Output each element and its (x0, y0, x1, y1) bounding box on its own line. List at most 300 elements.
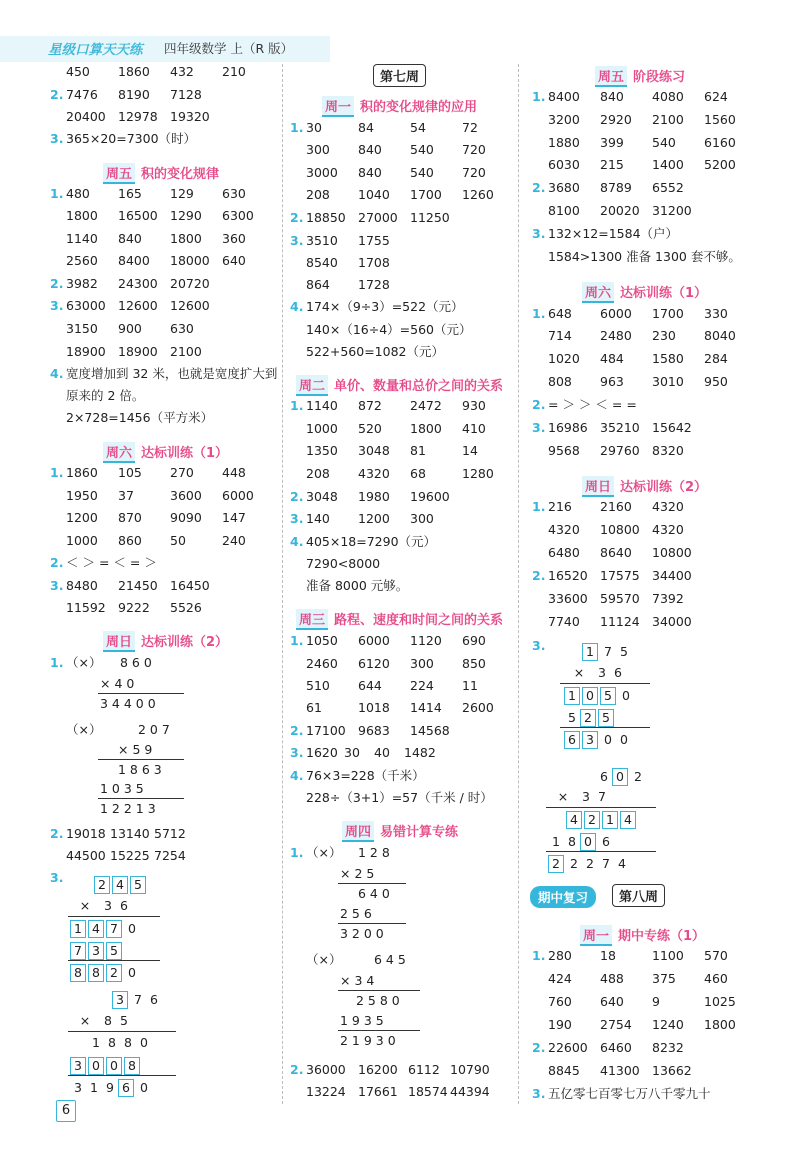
vertical-calc-row: × 3 4 (340, 973, 375, 988)
answer-cell: 6552 (652, 180, 684, 195)
boxed-digit: 4 (566, 811, 582, 829)
answer-cell: 8789 (600, 180, 632, 195)
digit: 1 (92, 1035, 100, 1050)
answer-cell: 8100 (548, 203, 580, 218)
answer-cell: 21450 (118, 578, 158, 593)
item-number: 1. (290, 633, 304, 648)
answer-row (548, 1063, 778, 1079)
boxed-calc-row (548, 833, 614, 851)
answer-row (66, 298, 296, 314)
answer-cell: 1100 (652, 948, 684, 963)
answer-cell: 18850 (306, 210, 346, 225)
section-heading-sun (103, 631, 228, 652)
calc-rule (68, 916, 160, 917)
answer-cell: 15225 (110, 848, 150, 863)
answer-cell: 5200 (704, 157, 736, 172)
answer-cell: 19600 (410, 489, 450, 504)
answer-row (548, 568, 778, 584)
item-number: 1. (532, 948, 546, 963)
answer-cell: 1880 (548, 135, 580, 150)
answer-line: 7290<8000 (306, 556, 381, 571)
answer-cell: 40 (374, 745, 390, 760)
answer-row (548, 614, 778, 630)
calc-rule (338, 990, 420, 991)
answer-cell: 2100 (170, 344, 202, 359)
boxed-digit: 6 (564, 731, 580, 749)
answer-row (66, 231, 296, 247)
digit: 6 (120, 898, 128, 913)
item-number: 2. (290, 723, 304, 738)
answer-cell: 1560 (704, 112, 736, 127)
item-number: 2. (290, 489, 304, 504)
answer-cell: 1000 (306, 421, 338, 436)
answer-cell: 448 (222, 465, 246, 480)
item-number: 3. (50, 131, 64, 146)
answer-cell: 147 (222, 510, 246, 525)
page-number: 6 (56, 1100, 76, 1122)
boxed-digit: 6 (118, 1079, 134, 1097)
boxed-digit: 2 (106, 964, 122, 982)
boxed-calc-row (548, 855, 630, 873)
section-heading-tue (296, 375, 503, 396)
item-number: 1. (290, 845, 304, 860)
calc-rule (560, 727, 650, 728)
digit: 7 (602, 856, 610, 871)
boxed-digit: 1 (70, 920, 86, 938)
answer-cell: 208 (306, 187, 330, 202)
calc-rule (560, 683, 650, 684)
answer-row (306, 255, 536, 271)
answer-cell: 2754 (600, 1017, 632, 1032)
item-number: 2. (50, 555, 64, 570)
item-number: 3. (532, 638, 546, 653)
answer-row (548, 994, 778, 1010)
section-title: 积的变化规律的应用 (360, 100, 478, 115)
digit: 8 (568, 834, 576, 849)
answer-cell: 6000 (222, 488, 254, 503)
answer-cell: 2460 (306, 656, 338, 671)
answer-cell: 630 (170, 321, 194, 336)
boxed-calc-row (70, 1057, 142, 1075)
answer-cell: 432 (170, 64, 194, 79)
answer-cell: 1800 (410, 421, 442, 436)
boxed-digit: 4 (88, 920, 104, 938)
answer-cell: 1860 (118, 64, 150, 79)
calc-rule (68, 1075, 176, 1076)
answer-cell: 54 (410, 120, 426, 135)
answer-cell: 15642 (652, 420, 692, 435)
answer-row (306, 745, 536, 761)
answer-cell: 1040 (358, 187, 390, 202)
answer-line: 365×20=7300（时） (66, 131, 197, 146)
calc-rule (546, 807, 656, 808)
answer-cell: 2560 (66, 253, 98, 268)
answer-cell: 17100 (306, 723, 346, 738)
vertical-calc-row: 2 5 6 (340, 906, 372, 921)
boxed-calc-row (548, 789, 610, 805)
answer-cell: 16450 (170, 578, 210, 593)
answer-cell: 3200 (548, 112, 580, 127)
answer-cell: 16200 (358, 1062, 398, 1077)
answer-line: 宽度增加到 32 米，也就是宽度扩大到 (66, 366, 278, 381)
answer-cell: 18000 (170, 253, 210, 268)
boxed-digit: 3 (582, 731, 598, 749)
answer-row (548, 545, 778, 561)
answer-cell: 808 (548, 374, 572, 389)
day-label: 周六 (582, 282, 614, 303)
answer-cell: 129 (170, 186, 194, 201)
answer-cell: 6300 (222, 208, 254, 223)
answer-cell: 44394 (450, 1084, 490, 1099)
item-number: 4. (290, 299, 304, 314)
answer-cell: 300 (410, 656, 434, 671)
answer-cell: 7476 (66, 87, 98, 102)
answer-cell: 18574 (408, 1084, 448, 1099)
answer-cell: 6112 (408, 1062, 440, 1077)
vertical-calc-row: 2 0 7 (138, 722, 170, 737)
answer-cell: 480 (66, 186, 90, 201)
digit: 3 (74, 1080, 82, 1095)
answer-cell: 22600 (548, 1040, 588, 1055)
answer-row (66, 510, 296, 526)
answer-cell: 540 (410, 142, 434, 157)
answer-cell: 18900 (118, 344, 158, 359)
answer-cell: 9568 (548, 443, 580, 458)
boxed-calc-row (70, 920, 140, 938)
answer-cell: 30 (344, 745, 360, 760)
answer-cell: 6120 (358, 656, 390, 671)
answer-cell: 17575 (600, 568, 640, 583)
answer-row (548, 948, 778, 964)
answer-cell: 840 (118, 231, 142, 246)
answer-cell: 216 (548, 499, 572, 514)
calc-rule (546, 851, 656, 852)
answer-cell: 215 (600, 157, 624, 172)
answer-cell: 2100 (652, 112, 684, 127)
calc-rule (98, 759, 184, 760)
answer-cell: 330 (704, 306, 728, 321)
boxed-digit: 0 (106, 1057, 122, 1075)
boxed-digit: 3 (70, 1057, 86, 1075)
answer-cell: 4320 (358, 466, 390, 481)
section-title: 阶段练习 (633, 70, 686, 85)
day-label: 周一 (322, 96, 354, 117)
item-number: 3. (50, 870, 64, 885)
answer-cell: 18900 (66, 344, 106, 359)
answer-cell: 484 (600, 351, 624, 366)
boxed-digit: 8 (124, 1057, 140, 1075)
answer-cell: 720 (462, 142, 486, 157)
item-number: 1. (532, 89, 546, 104)
boxed-digit: 3 (88, 942, 104, 960)
boxed-calc-row (70, 1079, 152, 1097)
answer-line: 405×18=7290（元） (306, 534, 437, 549)
item-number: 3. (532, 226, 546, 241)
boxed-digit: 8 (70, 964, 86, 982)
digit: 5 (120, 1013, 128, 1028)
answer-cell: 7128 (170, 87, 202, 102)
answer-row (66, 826, 296, 842)
vertical-calc-row: 3 2 0 0 (340, 926, 384, 941)
answer-cell: 59570 (600, 591, 640, 606)
digit: 6 (602, 834, 610, 849)
answer-cell: 30 (306, 120, 322, 135)
digit: 8 (108, 1035, 116, 1050)
answer-cell: 720 (462, 165, 486, 180)
answer-row (66, 344, 296, 360)
answer-cell: 29760 (600, 443, 640, 458)
boxed-digit: 2 (94, 876, 110, 894)
answer-row (306, 233, 536, 249)
item-number: 3. (290, 511, 304, 526)
answer-cell: 11 (462, 678, 478, 693)
answer-cell: 1290 (170, 208, 202, 223)
answer-row (306, 165, 536, 181)
answer-cell: 870 (118, 510, 142, 525)
answer-line: 140×（16÷4）=560（元） (306, 322, 472, 337)
answer-cell: 84 (358, 120, 374, 135)
digit: 2 (570, 856, 578, 871)
answer-cell: 872 (358, 398, 382, 413)
times-sign: × (79, 898, 91, 913)
times-sign: × (79, 1013, 91, 1028)
digit: 8 (104, 1013, 112, 1028)
answer-cell: 1200 (66, 510, 98, 525)
answer-row (306, 142, 536, 158)
boxed-digit: 1 (582, 643, 598, 661)
vertical-calc-row: 2 5 8 0 (356, 993, 400, 1008)
answer-cell: 14568 (410, 723, 450, 738)
digit: 1 (552, 834, 560, 849)
item-number: 4. (290, 534, 304, 549)
digit: 0 (620, 732, 628, 747)
boxed-digit: 5 (600, 687, 616, 705)
answer-cell: 63000 (66, 298, 106, 313)
answer-cell: 6480 (548, 545, 580, 560)
section-heading-sun (582, 476, 707, 497)
answer-cell: 9683 (358, 723, 390, 738)
answer-cell: 61 (306, 700, 322, 715)
times-sign: × (573, 665, 585, 680)
calc-rule (98, 693, 184, 694)
answer-cell: 1620 (306, 745, 338, 760)
answer-cell: 648 (548, 306, 572, 321)
answer-row (66, 488, 296, 504)
day-label: 周五 (595, 66, 627, 87)
answer-cell: 1400 (652, 157, 684, 172)
answer-cell: 34000 (652, 614, 692, 629)
answer-row (548, 499, 778, 515)
brand-title: 星级口算天天练 (48, 42, 143, 58)
answer-cell: 6460 (600, 1040, 632, 1055)
answer-cell: 930 (462, 398, 486, 413)
answer-row (306, 1084, 536, 1100)
judgement-mark: （×） (66, 655, 102, 670)
times-sign: × (557, 789, 569, 804)
answer-row (548, 1040, 778, 1056)
answer-cell: 16500 (118, 208, 158, 223)
answer-cell: 1020 (548, 351, 580, 366)
calc-rule (68, 960, 160, 961)
answer-cell: 3680 (548, 180, 580, 195)
answer-cell: 375 (652, 971, 676, 986)
answer-row (548, 180, 778, 196)
digit: 7 (604, 644, 612, 659)
answer-row (548, 420, 778, 436)
boxed-calc-row (596, 768, 646, 786)
boxed-calc-row (112, 991, 162, 1009)
answer-cell: 19018 (66, 826, 106, 841)
answer-cell: 81 (410, 443, 426, 458)
answer-row (306, 489, 536, 505)
answer-row (66, 208, 296, 224)
answer-cell: 190 (548, 1017, 572, 1032)
answer-cell: 68 (410, 466, 426, 481)
section-title: 期中专练（1） (618, 929, 706, 944)
boxed-digit: 1 (602, 811, 618, 829)
answer-row (548, 374, 778, 390)
section-title: 易错计算专练 (380, 825, 459, 840)
answer-cell: 1980 (358, 489, 390, 504)
answer-cell: 1414 (410, 700, 442, 715)
item-number: 2. (290, 210, 304, 225)
item-number: 3. (50, 298, 64, 313)
answer-row (66, 276, 296, 292)
item-number: 1. (290, 120, 304, 135)
answer-cell: 840 (600, 89, 624, 104)
answer-cell: 760 (548, 994, 572, 1009)
answer-row (548, 522, 778, 538)
item-number: 3. (532, 1086, 546, 1101)
digit: 0 (622, 688, 630, 703)
answer-cell: 640 (222, 253, 246, 268)
answer-row (66, 109, 296, 125)
item-number: 4. (50, 366, 64, 381)
section-heading-thu (342, 821, 458, 842)
answer-cell: 140 (306, 511, 330, 526)
boxed-digit: 5 (106, 942, 122, 960)
item-number: 2. (290, 1062, 304, 1077)
answer-cell: 34400 (652, 568, 692, 583)
answer-row (548, 971, 778, 987)
answer-cell: 1755 (358, 233, 390, 248)
item-number: 1. (290, 398, 304, 413)
answer-row (66, 87, 296, 103)
answer-cell: 1120 (410, 633, 442, 648)
boxed-digit: 0 (580, 833, 596, 851)
answer-cell: 280 (548, 948, 572, 963)
digit: 3 (104, 898, 112, 913)
answer-cell: 424 (548, 971, 572, 986)
answer-cell: 3600 (170, 488, 202, 503)
vertical-calc-row: 1 0 3 5 (100, 781, 144, 796)
answer-cell: 6160 (704, 135, 736, 150)
answer-cell: 7254 (154, 848, 186, 863)
boxed-digit: 3 (112, 991, 128, 1009)
answer-line: ＜ ＞ = ＜ = ＞ (66, 555, 157, 570)
boxed-digit: 0 (612, 768, 628, 786)
section-title: 达标训练（1） (620, 286, 708, 301)
digit: 8 (124, 1035, 132, 1050)
answer-cell: 105 (118, 465, 142, 480)
digit: 6 (614, 665, 622, 680)
answer-cell: 230 (652, 328, 676, 343)
digit: 5 (568, 710, 576, 725)
answer-row (306, 633, 536, 649)
section-heading-mon (580, 925, 705, 946)
answer-cell: 13224 (306, 1084, 346, 1099)
answer-cell: 13662 (652, 1063, 692, 1078)
answer-row (306, 700, 536, 716)
answer-row (66, 64, 296, 80)
answer-cell: 5526 (170, 600, 202, 615)
answer-cell: 72 (462, 120, 478, 135)
calc-rule (338, 923, 406, 924)
answer-cell: 300 (306, 142, 330, 157)
answer-cell: 13140 (110, 826, 150, 841)
item-number: 2. (532, 1040, 546, 1055)
answer-cell: 12978 (118, 109, 158, 124)
answer-line: 五亿零七百零七万八千零九十 (548, 1086, 711, 1101)
boxed-digit: 5 (130, 876, 146, 894)
answer-cell: 1700 (652, 306, 684, 321)
answer-cell: 4080 (652, 89, 684, 104)
answer-row (548, 591, 778, 607)
answer-cell: 8640 (600, 545, 632, 560)
answer-cell: 4320 (652, 499, 684, 514)
answer-cell: 11250 (410, 210, 450, 225)
answer-cell: 165 (118, 186, 142, 201)
answer-cell: 16986 (548, 420, 588, 435)
answer-cell: 640 (600, 994, 624, 1009)
answer-row (66, 600, 296, 616)
boxed-calc-row (88, 1035, 152, 1051)
section-title: 单价、数量和总价之间的关系 (334, 379, 504, 394)
answer-cell: 18 (600, 948, 616, 963)
answer-cell: 33600 (548, 591, 588, 606)
answer-row (306, 120, 536, 136)
answer-cell: 14 (462, 443, 478, 458)
answer-row (548, 89, 778, 105)
answer-cell: 644 (358, 678, 382, 693)
answer-cell: 10800 (600, 522, 640, 537)
answer-cell: 1950 (66, 488, 98, 503)
day-label: 周五 (103, 163, 135, 184)
boxed-digit: 4 (620, 811, 636, 829)
digit: 7 (598, 789, 606, 804)
section-heading-wed (296, 609, 503, 630)
answer-cell: 8400 (118, 253, 150, 268)
answer-row (306, 421, 536, 437)
item-number: 3. (290, 233, 304, 248)
boxed-calc-row (70, 1013, 132, 1029)
day-label: 周二 (296, 375, 328, 396)
answer-cell: 2480 (600, 328, 632, 343)
day-label: 周一 (580, 925, 612, 946)
digit: 0 (140, 1080, 148, 1095)
answer-cell: 35210 (600, 420, 640, 435)
answer-row (306, 398, 536, 414)
answer-cell: 510 (306, 678, 330, 693)
answer-cell: 1260 (462, 187, 494, 202)
boxed-calc-row (564, 687, 634, 705)
answer-cell: 950 (704, 374, 728, 389)
answer-cell: 31200 (652, 203, 692, 218)
calc-rule (338, 1030, 420, 1031)
answer-cell: 2160 (600, 499, 632, 514)
item-number: 2. (532, 397, 546, 412)
answer-cell: 270 (170, 465, 194, 480)
